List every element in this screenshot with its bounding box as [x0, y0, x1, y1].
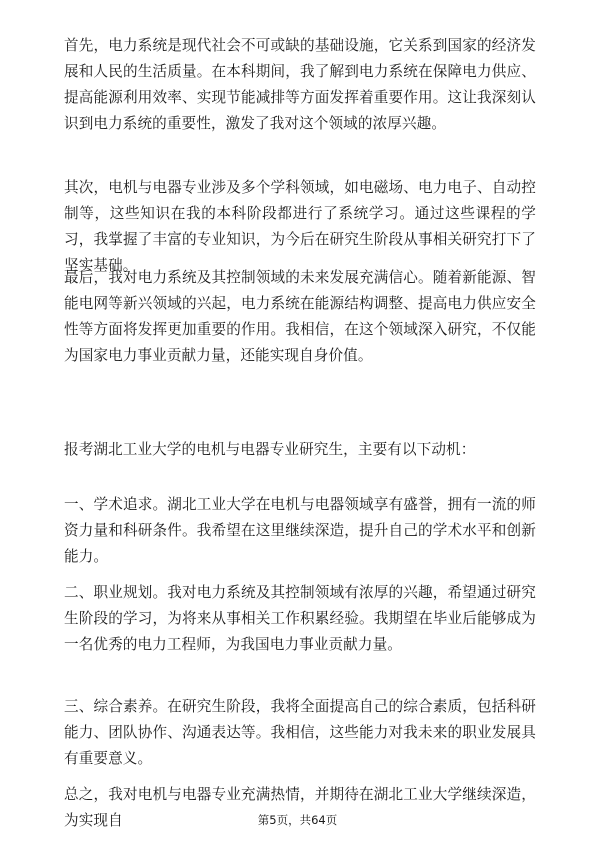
paragraph-8: 总之，我对电机与电器专业充满热情，并期待在湖北工业大学继续深造，为实现自 [64, 786, 536, 829]
paragraph-5: 一、学术追求。湖北工业大学在电机与电器领域享有盛誉，拥有一流的师资力量和科研条件。我希望在这里继续深造，提升自己的学术水平和创新能力。 [64, 496, 536, 565]
paragraph-7: 三、综合素养。在研究生阶段，我将全面提高自己的综合素质，包括科研能力、团队协作、沟通表达等。我相信，这些能力对我未来的职业发展具有重要意义。 [64, 698, 536, 767]
paragraph-6: 二、职业规划。我对电力系统及其控制领域有浓厚的兴趣，希望通过研究生阶段的学习，为将来从事相关工作积累经验。我期望在毕业后能够成为一名优秀的电力工程师，为我国电力事业贡献力量。 [64, 584, 536, 653]
paragraph-1: 首先，电力系统是现代社会不可或缺的基础设施，它关系到国家的经济发展和人民的生活质量。在本科期间，我了解到电力系统在保障电力供应、提高能源利用效率、实现节能减排等方面发挥着重要作用。这让我深刻认识到电力系统的重要性，激发了我对这个领域的浓厚兴趣。 [64, 37, 536, 132]
paragraph-3: 最后，我对电力系统及其控制领域的未来发展充满信心。随着新能源、智能电网等新兴领域的兴起，电力系统在能源结构调整、提高电力供应安全性等方面将发挥更加重要的作用。我相信，在这个领域深入研究，不仅能为国家电力事业贡献力量，还能实现自身价值。 [64, 269, 536, 364]
page-number: 第5页，共64页 [257, 813, 338, 827]
paragraph-2: 其次，电机与电器专业涉及多个学科领域，如电磁场、电力电子、自动控制等，这些知识在我的本科阶段都进行了系统学习。通过这些课程的学习，我掌握了丰富的专业知识，为今后在研究生阶段从事相关研究打下了坚实基础。 [64, 179, 536, 274]
paragraph-4: 报考湖北工业大学的电机与电器专业研究生，主要有以下动机： [64, 441, 476, 458]
